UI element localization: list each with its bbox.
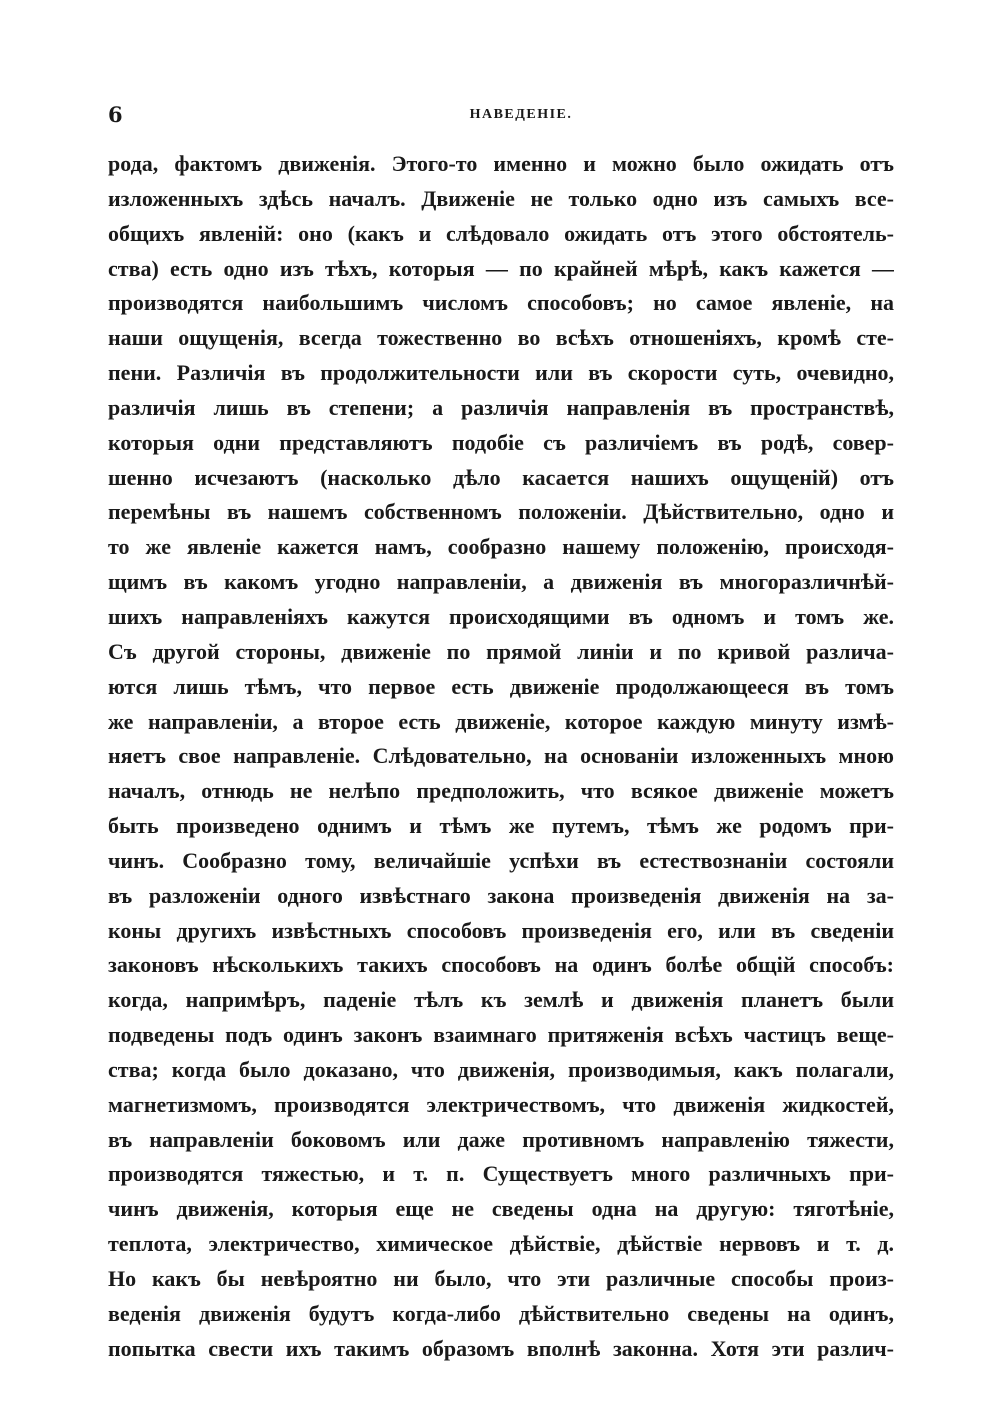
text-line: чинъ движенія, которыя еще не сведены одна на другую: тяготѣніе,: [108, 1196, 894, 1222]
text-line: быть произведено однимъ и тѣмъ же путемъ, тѣмъ же родомъ при-: [108, 813, 894, 839]
text-line: изложенныхъ здѣсь началъ. Движеніе не только одно изъ самыхъ все-: [108, 185, 894, 211]
text-line: когда, напримѣръ, паденіе тѣлъ къ землѣ и движенія планетъ были: [108, 987, 894, 1013]
text-line: Но какъ бы невѣроятно ни было, что эти различные способы произ-: [108, 1266, 894, 1291]
text-line: производятся наибольшимъ числомъ способовъ; но самое явленіе, на: [108, 290, 894, 316]
page-header: [108, 101, 894, 131]
text-line: ства; когда было доказано, что движенія, производимыя, какъ полагали,: [108, 1056, 894, 1082]
text-line: въ направленіи боковомъ или даже противномъ направленію тяжести,: [108, 1126, 894, 1152]
text-line: наши ощущенія, всегда тожественно во всѣхъ отношеніяхъ, кромѣ сте-: [108, 325, 894, 351]
text-line: пени. Различія въ продолжительности или въ скорости суть, очевидно,: [108, 360, 894, 386]
text-line: веденія движенія будутъ когда-либо дѣйствительно сведены на одинъ,: [108, 1300, 894, 1326]
text-line: ства) есть одно изъ тѣхъ, которыя — по крайней мѣрѣ, какъ кажется —: [108, 255, 894, 281]
text-line: рода, фактомъ движенія. Этого-то именно и можно было ожидать отъ: [108, 151, 894, 176]
text-line: которыя одни представляютъ подобіе съ различіемъ въ родѣ, совер-: [108, 429, 894, 455]
text-line: шихъ направленіяхъ кажутся происходящими въ одномъ и томъ же.: [108, 603, 894, 629]
text-line: шенно исчезаютъ (насколько дѣло касается нашихъ ощущеній) отъ: [108, 464, 894, 490]
page-number: 6: [108, 102, 123, 127]
text-line: няетъ свое направленіе. Слѣдовательно, на основаніи изложенныхъ мною: [108, 743, 894, 769]
text-line: теплота, электричество, химическое дѣйствіе, дѣйствіе нервовъ и т. д.: [108, 1231, 894, 1257]
text-line: щимъ въ какомъ угодно направленіи, а движенія въ многоразличнѣй-: [108, 569, 894, 595]
text-line: началъ, отнюдь не нелѣпо предположить, что всякое движеніе можетъ: [108, 778, 894, 804]
text-line: чинъ. Сообразно тому, величайшіе успѣхи въ естествознаніи состояли: [108, 847, 894, 873]
text-line: Съ другой стороны, движеніе по прямой линіи и по кривой различа-: [108, 638, 894, 664]
text-line: законовъ нѣсколькихъ такихъ способовъ на одинъ болѣе общій способъ:: [108, 952, 894, 978]
text-line: общихъ явленій: оно (какъ и слѣдовало ожидать отъ этого обстоятель-: [108, 220, 894, 246]
text-line: ются лишь тѣмъ, что первое есть движеніе продолжающееся въ томъ: [108, 673, 894, 699]
text-line: попытка свести ихъ такимъ образомъ вполнѣ законна. Хотя эти различ-: [108, 1335, 894, 1361]
body-text: [108, 147, 894, 1367]
text-line: магнетизмомъ, производятся электричествомъ, что движенія жидкостей,: [108, 1091, 894, 1117]
text-line: подведены подъ одинъ законъ взаимнаго притяженія всѣхъ частицъ веще-: [108, 1022, 894, 1048]
text-line: производятся тяжестью, и т. п. Существуетъ много различныхъ при-: [108, 1161, 894, 1187]
text-line: перемѣны въ нашемъ собственномъ положеніи. Дѣйствительно, одно и: [108, 499, 894, 525]
running-title: НАВЕДЕНІЕ.: [469, 107, 573, 122]
text-line: же направленіи, а второе есть движеніе, которое каждую минуту измѣ-: [108, 708, 894, 734]
text-line: различія лишь въ степени; а различія направленія въ пространствѣ,: [108, 394, 894, 420]
text-line: коны другихъ извѣстныхъ способовъ произведенія его, или въ сведеніи: [108, 917, 894, 943]
text-line: то же явленіе кажется намъ, сообразно нашему положенію, происходя-: [108, 534, 894, 560]
text-line: въ разложеніи одного извѣстнаго закона произведенія движенія на за-: [108, 882, 894, 908]
